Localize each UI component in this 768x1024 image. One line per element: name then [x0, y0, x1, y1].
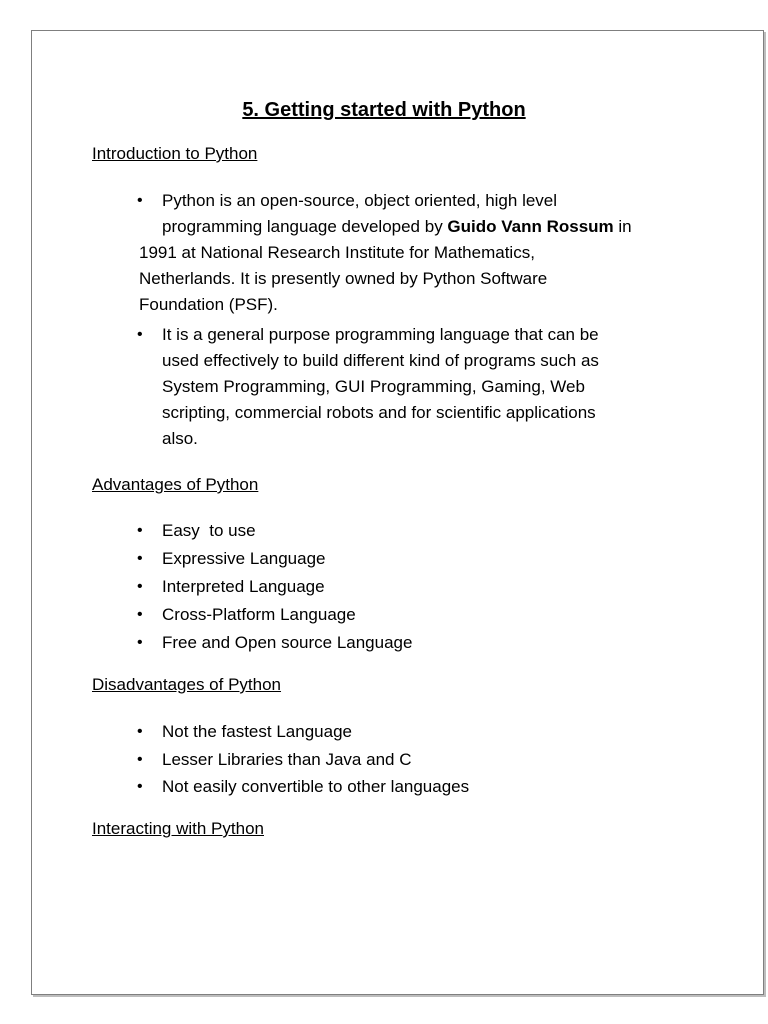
author-name: Guido Vann Rossum	[447, 217, 614, 236]
bullet-marker: •	[137, 723, 143, 740]
bullet-marker: •	[137, 634, 143, 651]
document-title: 5. Getting started with Python	[242, 99, 526, 121]
intro-2-line-3: System Programming, GUI Programming, Gaming, Web	[162, 377, 585, 396]
section-heading-interacting: Interacting with Python	[92, 819, 264, 838]
intro-2-line-4: scripting, commercial robots and for scientific applications	[162, 403, 596, 422]
intro-2-line-5: also.	[162, 429, 198, 448]
bullet-marker: •	[137, 751, 143, 768]
disadvantage-text: Lesser Libraries than Java and C	[162, 750, 412, 769]
bullet-marker: •	[137, 778, 143, 795]
intro-1-line-3: 1991 at National Research Institute for Mathematics,	[139, 243, 535, 262]
bullet-marker: •	[137, 606, 143, 623]
bullet-marker: •	[137, 578, 143, 595]
intro-1-line-2: programming language developed by Guido Vann Rossum in	[162, 217, 632, 236]
advantage-text: Expressive Language	[162, 549, 326, 568]
advantage-text: Free and Open source Language	[162, 633, 413, 652]
advantage-text: Cross-Platform Language	[162, 605, 356, 624]
intro-1-line-4: Netherlands. It is presently owned by Python Software	[139, 269, 548, 288]
bullet-marker: •	[137, 326, 143, 343]
intro-1-line-5: Foundation (PSF).	[139, 295, 278, 314]
disadvantage-text: Not easily convertible to other languages	[162, 777, 470, 796]
section-heading-advantages: Advantages of Python	[92, 475, 259, 494]
advantage-text: Interpreted Language	[162, 577, 325, 596]
section-heading-disadvantages: Disadvantages of Python	[92, 675, 282, 694]
bullet-marker: •	[137, 522, 143, 539]
bullet-marker: •	[137, 550, 143, 567]
page-border	[31, 30, 764, 995]
section-heading-introduction: Introduction to Python	[92, 144, 258, 163]
intro-2-line-2: used effectively to build different kind of programs such as	[162, 351, 599, 370]
intro-2-line-1: It is a general purpose programming language that can be	[162, 325, 599, 344]
bullet-marker: •	[137, 192, 143, 209]
disadvantage-text: Not the fastest Language	[162, 722, 352, 741]
intro-1-line-1: Python is an open-source, object oriented, high level	[162, 191, 558, 210]
advantage-text: Easy to use	[162, 521, 256, 540]
